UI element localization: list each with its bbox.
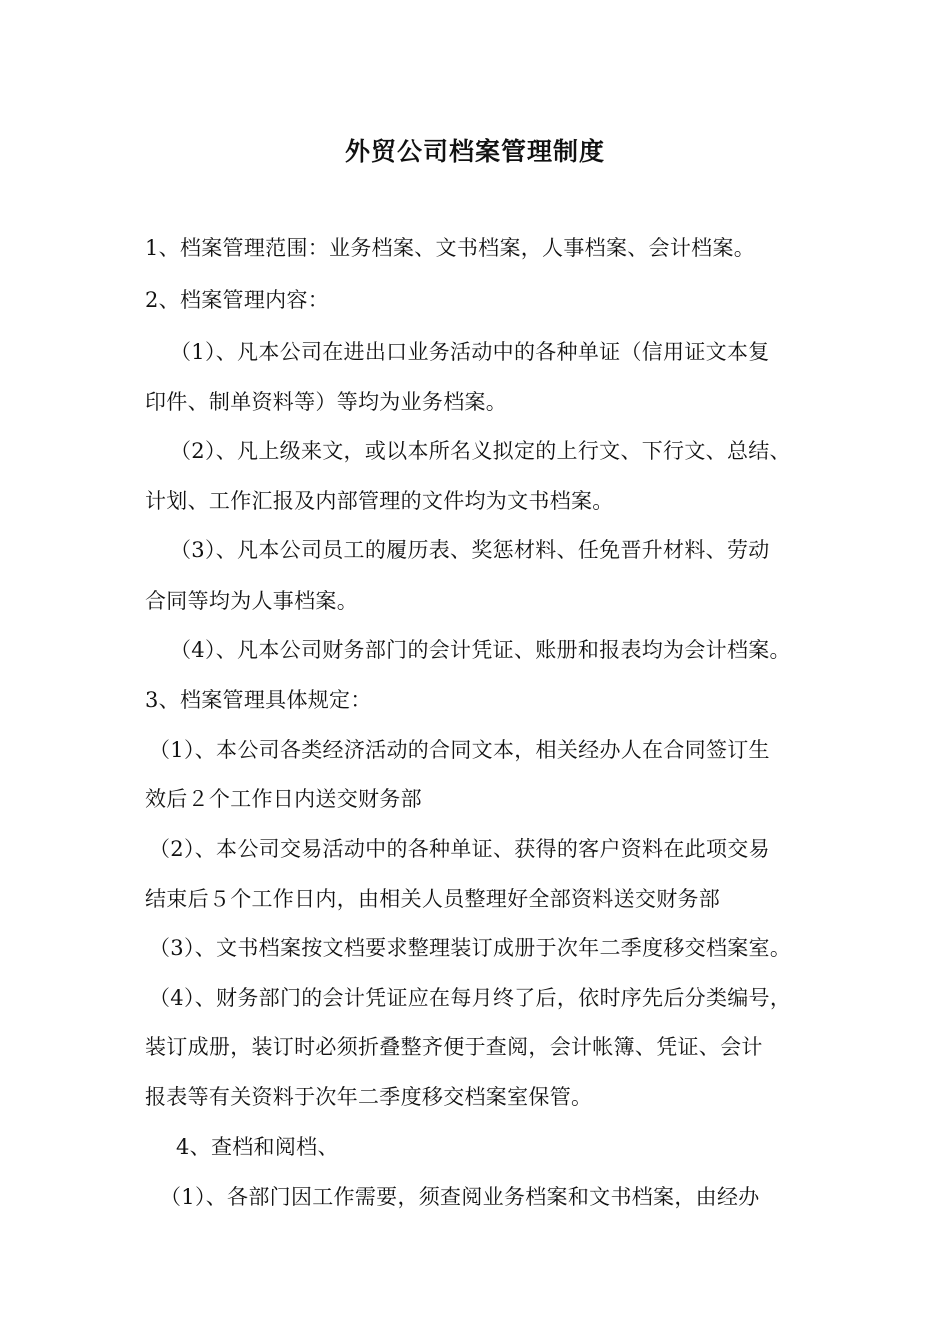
paragraph-line: 2、档案管理内容：	[145, 288, 330, 312]
paragraph-line: 计划、工作汇报及内部管理的文件均为文书档案。	[145, 489, 614, 513]
paragraph-line: 合同等均为人事档案。	[145, 589, 358, 613]
paragraph-line: 结束后５个工作日内，由相关人员整理好全部资料送交财务部	[145, 887, 721, 911]
paragraph-line: 报表等有关资料于次年二季度移交档案室保管。	[145, 1085, 593, 1109]
document-title: 外贸公司档案管理制度	[344, 137, 605, 166]
paragraph-line: （1）、本公司各类经济活动的合同文本，相关经办人在合同签订生	[149, 738, 770, 762]
paragraph-line: 4、查档和阅档、	[176, 1135, 339, 1159]
paragraph-line: 装订成册，装订时必须折叠整齐便于查阅，会计帐簿、凭证、会计	[145, 1035, 763, 1059]
paragraph-line: （1）、各部门因工作需要，须查阅业务档案和文书档案，由经办	[160, 1185, 760, 1209]
paragraph-line: 1、档案管理范围：业务档案、文书档案，人事档案、会计档案。	[145, 236, 756, 260]
paragraph-line: （4）、凡本公司财务部门的会计凭证、账册和报表均为会计档案。	[170, 638, 791, 662]
paragraph-line: 效后２个工作日内送交财务部	[145, 787, 422, 811]
paragraph-line: （2）、凡上级来文，或以本所名义拟定的上行文、下行文、总结、	[170, 439, 791, 463]
paragraph-line: （2）、本公司交易活动中的各种单证、获得的客户资料在此项交易	[149, 837, 770, 861]
paragraph-line: （3）、凡本公司员工的履历表、奖惩材料、任免晋升材料、劳动	[170, 538, 770, 562]
paragraph-line: （1）、凡本公司在进出口业务活动中的各种单证（信用证文本复	[170, 340, 770, 364]
paragraph-line: （3）、文书档案按文档要求整理装订成册于次年二季度移交档案室。	[149, 936, 792, 960]
paragraph-line: 3、档案管理具体规定：	[145, 688, 372, 712]
paragraph-line: 印件、制单资料等）等均为业务档案。	[145, 390, 508, 414]
paragraph-line: （4）、财务部门的会计凭证应在每月终了后，依时序先后分类编号，	[149, 986, 792, 1010]
